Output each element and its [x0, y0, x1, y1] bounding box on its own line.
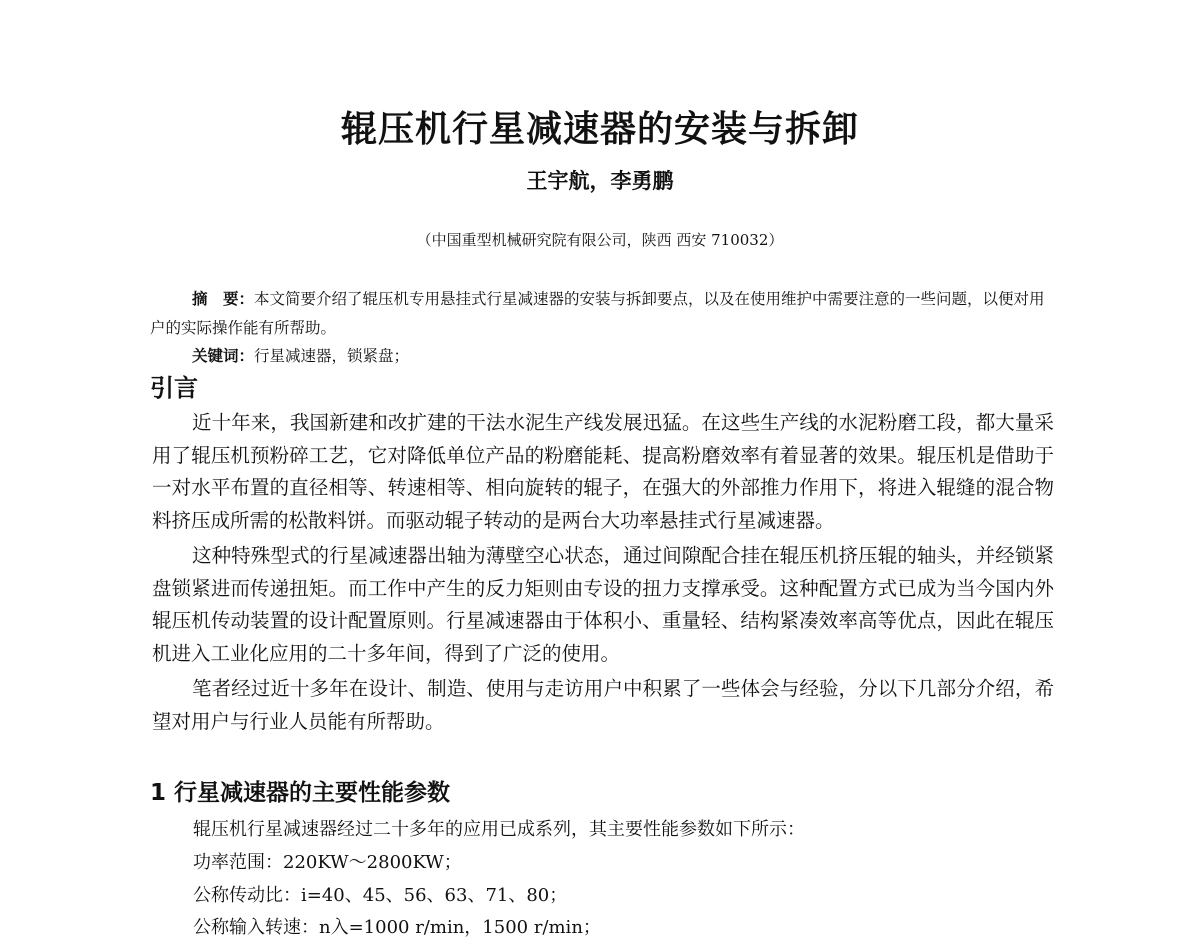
param-input-speed: 公称输入转速：n入=1000 r/min，1500 r/min；	[193, 917, 601, 938]
abstract-label: 摘 要：	[192, 289, 255, 308]
keywords-label: 关键词：	[192, 346, 255, 365]
abstract-text: 本文简要介绍了辊压机专用悬挂式行星减速器的安装与拆卸要点，以及在使用维护中需要注意的一些问题，以便对用户的实际操作能有所帮助。	[150, 290, 1045, 337]
param-ratio: 公称传动比：i=40、45、56、63、71、80；	[193, 885, 568, 906]
keywords-text: 行星减速器，锁紧盘；	[254, 347, 410, 365]
keywords	[192, 342, 1052, 370]
param-power-range: 功率范围：220KW～2800KW；	[193, 852, 462, 873]
section-1-intro-line: 辊压机行星减速器经过二十多年的应用已成系列，其主要性能参数如下所示：	[193, 819, 805, 840]
intro-paragraph-3: 笔者经过近十多年在设计、制造、使用与走访用户中积累了一些体会与经验，分以下几部分介绍，希望对用户与行业人员能有所帮助。	[152, 677, 1054, 733]
paper-authors: 王宇航，李勇鹏	[526, 168, 674, 193]
paper-affiliation: （中国重型机械研究院有限公司，陕西 西安 710032）	[416, 231, 784, 249]
intro-heading: 引言	[150, 374, 198, 402]
section-1-heading: 1 行星减速器的主要性能参数	[150, 780, 451, 806]
abstract	[150, 284, 1060, 343]
intro-paragraph-1: 近十年来，我国新建和改扩建的干法水泥生产线发展迅猛。在这些生产线的水泥粉磨工段，都大量采用了辊压机预粉碎工艺，它对降低单位产品的粉磨能耗、提高粉磨效率有着显著的效果。辊压机是借助于一对水平布置的直径相等、转速相等、相向旋转的辊子，在强大的外部推力作用下，将进入辊缝的混合物料挤压成所需的松散料饼。而驱动辊子转动的是两台大功率悬挂式行星减速器。	[152, 411, 1054, 532]
intro-paragraph-2: 这种特殊型式的行星减速器出轴为薄壁空心状态，通过间隙配合挂在辊压机挤压辊的轴头，并经锁紧盘锁紧进而传递扭矩。而工作中产生的反力矩则由专设的扭力支撑承受。这种配置方式已成为当今国内外辊压机传动装置的设计配置原则。行星减速器由于体积小、重量轻、结构紧凑效率高等优点，因此在辊压机进入工业化应用的二十多年间，得到了广泛的使用。	[152, 544, 1054, 665]
paper-title: 辊压机行星减速器的安装与拆卸	[340, 108, 859, 150]
